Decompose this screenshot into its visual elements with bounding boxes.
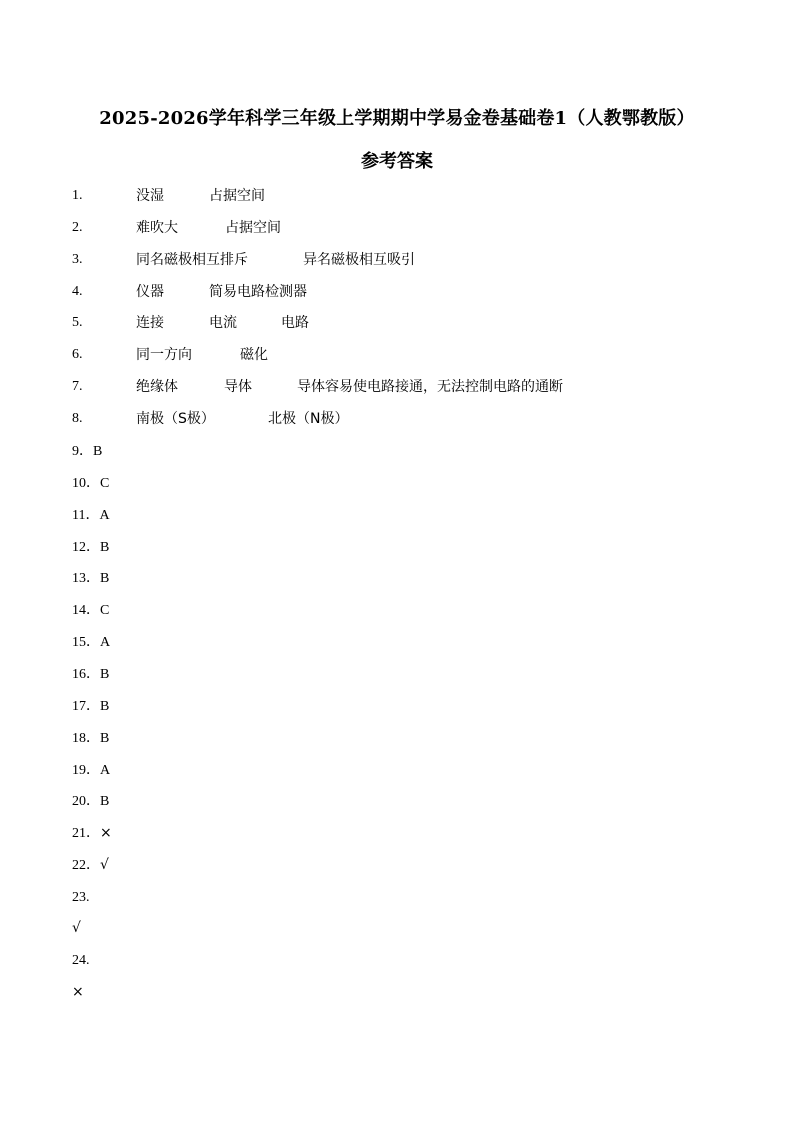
answer-part: 同一方向 <box>136 347 192 363</box>
question-number: 1. <box>72 188 83 203</box>
answer-part: 导体容易使电路接通，无法控制电路的通断 <box>297 379 563 395</box>
answer-line-13 <box>72 568 109 589</box>
answer-part: 南极（S极） <box>136 411 215 427</box>
question-number: 17． <box>72 699 100 714</box>
question-number: 11． <box>72 508 100 523</box>
answer-mark: × <box>72 984 84 1000</box>
answer-choice: B <box>100 794 110 809</box>
answer-part: 同名磁极相互排斥 <box>136 252 248 268</box>
answer-part: 占据空间 <box>209 188 265 204</box>
answer-part: 异名磁极相互吸引 <box>303 252 415 268</box>
question-number: 23. <box>72 890 90 905</box>
answer-line-23 <box>72 887 90 908</box>
answer-line-15 <box>72 632 110 653</box>
answer-part: 绝缘体 <box>136 379 178 395</box>
answer-choice: B <box>100 540 110 555</box>
answer-line-24 <box>72 950 90 971</box>
answer-part: 占据空间 <box>225 220 281 236</box>
answer-line-18 <box>72 728 109 749</box>
document-subtitle: 参考答案 <box>361 151 433 172</box>
answer-line-10 <box>72 473 109 494</box>
answer-part: 磁化 <box>240 347 268 363</box>
answer-mark: √ <box>100 857 109 873</box>
answer-line-19 <box>72 760 110 781</box>
answer-line-24-mark <box>72 982 84 1002</box>
answer-line-21 <box>72 823 112 844</box>
answer-part: 仪器 <box>136 284 164 300</box>
answer-mark: × <box>100 825 112 841</box>
answer-line-12 <box>72 537 109 558</box>
question-number: 24. <box>72 953 90 968</box>
question-number: 9． <box>72 444 93 459</box>
question-number: 10． <box>72 476 100 491</box>
question-number: 16． <box>72 667 100 682</box>
answer-line-23-mark <box>72 918 81 938</box>
question-number: 22． <box>72 858 100 873</box>
answer-part: 北极（N极） <box>268 411 349 427</box>
question-number: 18． <box>72 731 100 746</box>
question-number: 2. <box>72 220 83 235</box>
answer-line-17 <box>72 696 109 717</box>
answer-part: 难吹大 <box>136 220 178 236</box>
answer-choice: A <box>100 635 111 650</box>
answer-choice: B <box>100 667 110 682</box>
question-number: 19． <box>72 763 100 778</box>
answer-part: 简易电路检测器 <box>209 284 307 300</box>
answer-line-16 <box>72 664 109 685</box>
answer-line-11 <box>72 505 110 526</box>
answer-part: 导体 <box>224 379 252 395</box>
answer-choice: B <box>100 731 110 746</box>
answer-choice: B <box>100 699 110 714</box>
answer-line-14 <box>72 600 109 621</box>
answer-line-9 <box>72 441 102 462</box>
answer-choice: A <box>100 763 111 778</box>
answer-choice: A <box>99 508 110 523</box>
question-number: 20． <box>72 794 100 809</box>
question-number: 6. <box>72 347 83 362</box>
answer-choice: C <box>100 603 110 618</box>
question-number: 14． <box>72 603 100 618</box>
question-number: 21． <box>72 826 100 841</box>
answer-line-22 <box>72 855 109 876</box>
answer-choice: C <box>100 476 110 491</box>
question-number: 13． <box>72 571 100 586</box>
answer-choice: B <box>93 444 103 459</box>
question-number: 8. <box>72 411 83 426</box>
answer-part: 电路 <box>281 315 309 331</box>
question-number: 5. <box>72 315 83 330</box>
answer-part: 连接 <box>136 315 164 331</box>
question-number: 7. <box>72 379 83 394</box>
answer-choice: B <box>100 571 110 586</box>
answer-part: 没湿 <box>136 188 164 204</box>
question-number: 3. <box>72 252 83 267</box>
answer-part: 电流 <box>209 315 237 331</box>
document-title: 2025-2026学年科学三年级上学期期中学易金卷基础卷1（人教鄂教版） <box>99 108 695 129</box>
question-number: 15． <box>72 635 100 650</box>
answer-mark: √ <box>72 920 81 936</box>
question-number: 12． <box>72 540 100 555</box>
answer-line-20 <box>72 791 109 812</box>
question-number: 4. <box>72 284 83 299</box>
